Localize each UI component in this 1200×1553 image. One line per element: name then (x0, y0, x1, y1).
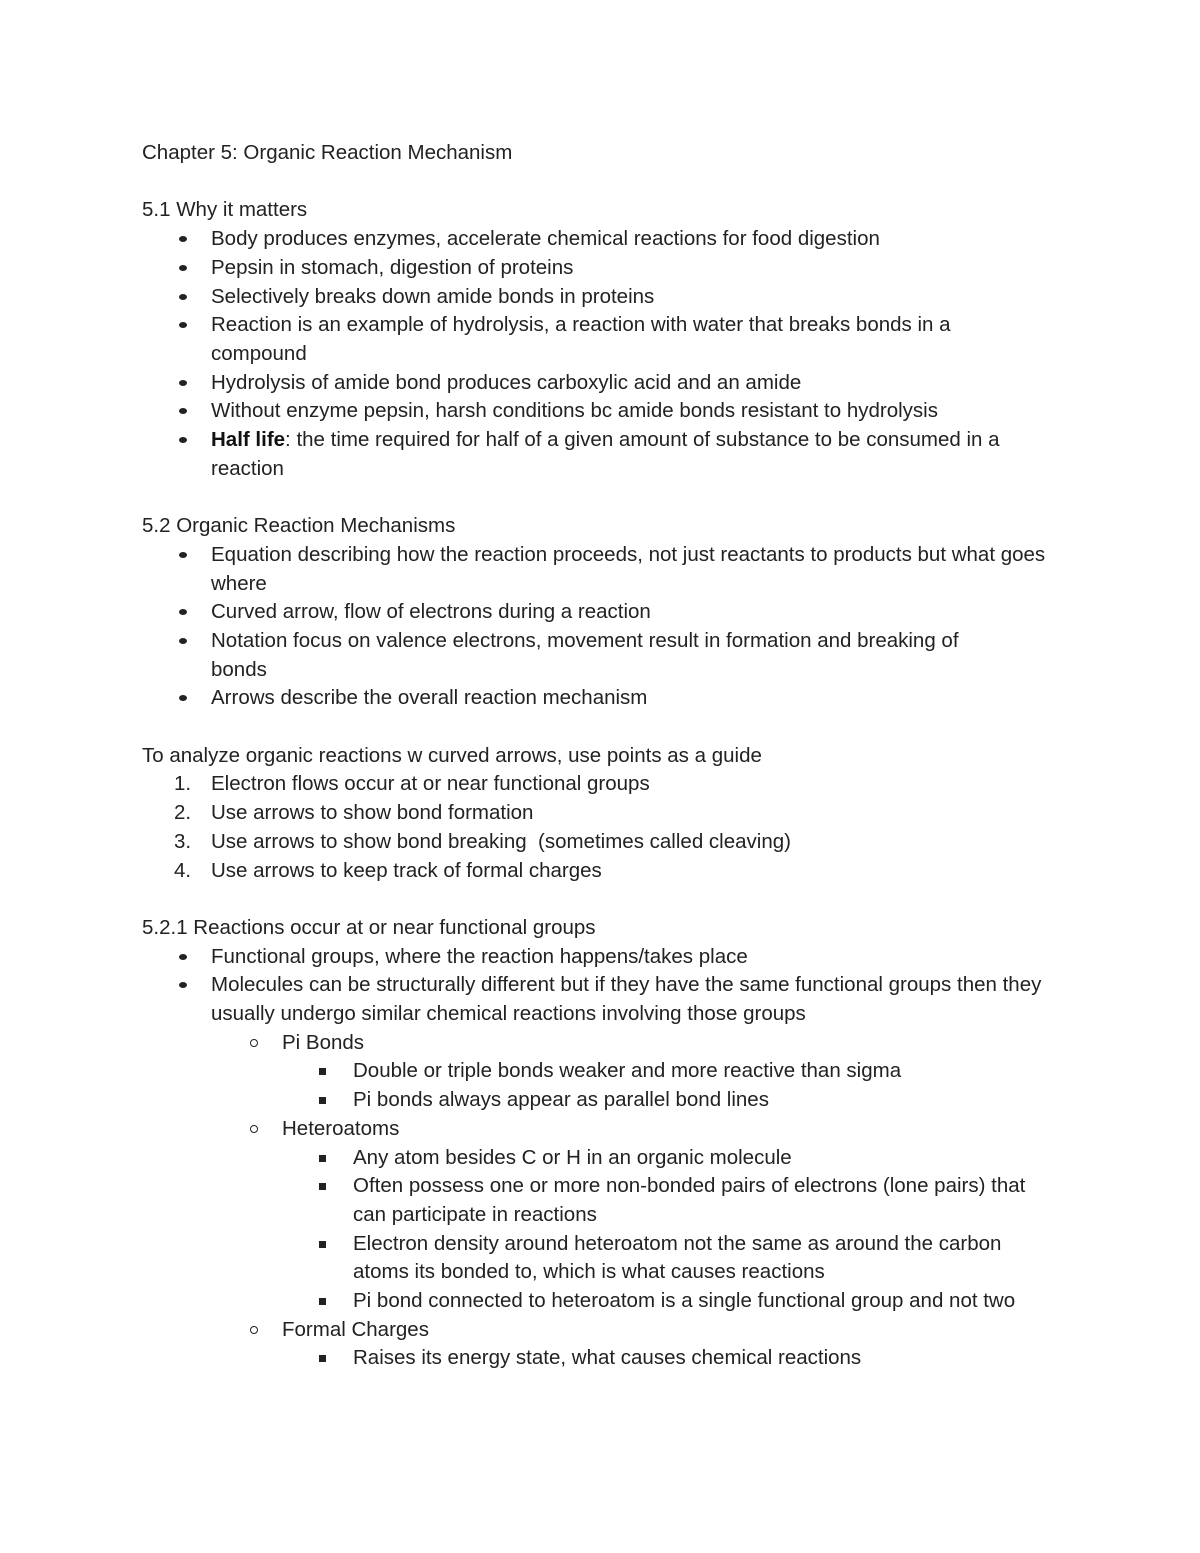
sublist-item-heteroatoms (142, 1115, 1062, 1144)
sublist-item-pi-bonds (142, 1029, 1062, 1058)
numbered-item-text: Use arrows to keep track of formal charges (211, 858, 602, 882)
sublist-item-formal-charges (142, 1316, 1062, 1345)
subsublist-text: Pi bond connected to heteroatom is a single functional group and not two (353, 1289, 1016, 1313)
list-item-text: Arrows describe the overall reaction mechanism (211, 686, 648, 710)
hollow-bullet-icon (250, 1039, 258, 1047)
square-bullet-icon (319, 1355, 326, 1362)
bullet-icon (179, 954, 187, 960)
subsublist-text: Any atom besides C or H in an organic molecule (353, 1145, 792, 1169)
list-item-text: Equation describing how the reaction proceeds, not just reactants to products but what goes where (211, 542, 1046, 595)
list-item-text: Selectively breaks down amide bonds in proteins (211, 284, 655, 308)
list-item (142, 627, 1011, 684)
item-number: 4. (174, 858, 192, 882)
half-life-term: Half life (211, 428, 286, 452)
square-bullet-icon (319, 1068, 326, 1075)
list-item (142, 943, 1062, 972)
list-item (142, 598, 1062, 627)
subsublist-text: Pi bonds always appear as parallel bond lines (353, 1088, 769, 1112)
numbered-item (142, 799, 1062, 828)
subsublist-item (142, 1344, 1062, 1373)
bullet-icon (179, 294, 187, 300)
numbered-item (142, 857, 1062, 886)
bullet-icon (179, 609, 187, 615)
spacer (142, 168, 1062, 197)
list-item-text: Notation focus on valence electrons, movement result in formation and breaking of bonds (211, 628, 959, 681)
subsublist-item (142, 1057, 1062, 1086)
bullet-icon (179, 408, 187, 414)
document-body (142, 139, 1062, 1373)
list-item-text: Molecules can be structurally different but if they have the same functional groups then they usually undergo similar chemical reactions involving those groups (211, 973, 1042, 1026)
list-item-text: Pepsin in stomach, digestion of proteins (211, 255, 574, 279)
section-5-2-heading: 5.2 Organic Reaction Mechanisms (142, 514, 456, 538)
bullet-icon (179, 236, 187, 242)
sublist-label: Formal Charges (282, 1317, 429, 1341)
list-item-text: Body produces enzymes, accelerate chemical reactions for food digestion (211, 227, 880, 251)
subsublist-item (142, 1086, 1062, 1115)
subsublist-item (142, 1172, 1053, 1229)
square-bullet-icon (319, 1155, 326, 1162)
item-number: 2. (174, 801, 192, 825)
list-item-text: Hydrolysis of amide bond produces carboxylic acid and an amide (211, 370, 802, 394)
sublist-label: Heteroatoms (282, 1116, 400, 1140)
section-5-1-heading: 5.1 Why it matters (142, 198, 308, 222)
hollow-bullet-icon (250, 1326, 258, 1334)
bullet-icon (179, 695, 187, 701)
subsublist-text: Electron density around heteroatom not the same as around the carbon atoms its bonded to, which is what causes reactions (353, 1231, 1002, 1284)
square-bullet-icon (319, 1097, 326, 1104)
bullet-icon (179, 380, 187, 386)
numbered-item-text: Use arrows to show bond breaking (sometimes called cleaving) (211, 829, 791, 853)
list-item (142, 541, 1051, 598)
chapter-title: Chapter 5: Organic Reaction Mechanism (142, 141, 513, 164)
bullet-icon (179, 265, 187, 271)
subsublist-text: Raises its energy state, what causes chemical reactions (353, 1346, 862, 1370)
list-item-text: Curved arrow, flow of electrons during a reaction (211, 600, 651, 624)
subsublist-item (142, 1144, 1062, 1173)
list-item (142, 254, 1062, 283)
half-life-definition: : the time required for half of a given amount of substance to be consumed in a reaction (211, 428, 1000, 480)
subsublist-text: Double or triple bonds weaker and more reactive than sigma (353, 1059, 902, 1083)
list-item (142, 684, 1062, 713)
subsublist-item (142, 1287, 1062, 1316)
square-bullet-icon (319, 1183, 326, 1190)
subsublist-item (142, 1230, 1053, 1287)
list-item (142, 971, 1061, 1028)
list-item (142, 283, 1062, 312)
list-item (142, 397, 1062, 426)
list-item-text: Reaction is an example of hydrolysis, a reaction with water that breaks bonds in a compound (211, 313, 951, 365)
spacer (142, 885, 1062, 914)
list-item (142, 225, 1062, 254)
bullet-icon (179, 552, 187, 558)
list-item-text: Functional groups, where the reaction happens/takes place (211, 944, 748, 968)
spacer (142, 483, 1062, 512)
subsublist-text: Often possess one or more non-bonded pairs of electrons (lone pairs) that can participate in reactions (353, 1174, 1026, 1226)
hollow-bullet-icon (250, 1125, 258, 1133)
item-number: 1. (174, 772, 192, 796)
bullet-icon (179, 322, 187, 328)
list-item-text: Without enzyme pepsin, harsh conditions bc amide bonds resistant to hydrolysis (211, 399, 938, 423)
list-item (142, 369, 1062, 398)
section-5-2-1-heading: 5.2.1 Reactions occur at or near functional groups (142, 915, 596, 939)
list-item-half-life (142, 426, 1066, 483)
bullet-icon (179, 982, 187, 988)
list-item (142, 311, 1001, 368)
bullet-icon (179, 437, 187, 443)
guide-intro: To analyze organic reactions w curved arrows, use points as a guide (142, 743, 762, 767)
item-number: 3. (174, 829, 192, 853)
square-bullet-icon (319, 1241, 326, 1248)
sublist-label: Pi Bonds (282, 1030, 365, 1054)
numbered-item (142, 828, 1062, 857)
numbered-item-text: Use arrows to show bond formation (211, 801, 534, 825)
numbered-item (142, 770, 1062, 799)
bullet-icon (179, 638, 187, 644)
square-bullet-icon (319, 1298, 326, 1305)
numbered-item-text: Electron flows occur at or near functional groups (211, 772, 650, 796)
spacer (142, 713, 1062, 742)
